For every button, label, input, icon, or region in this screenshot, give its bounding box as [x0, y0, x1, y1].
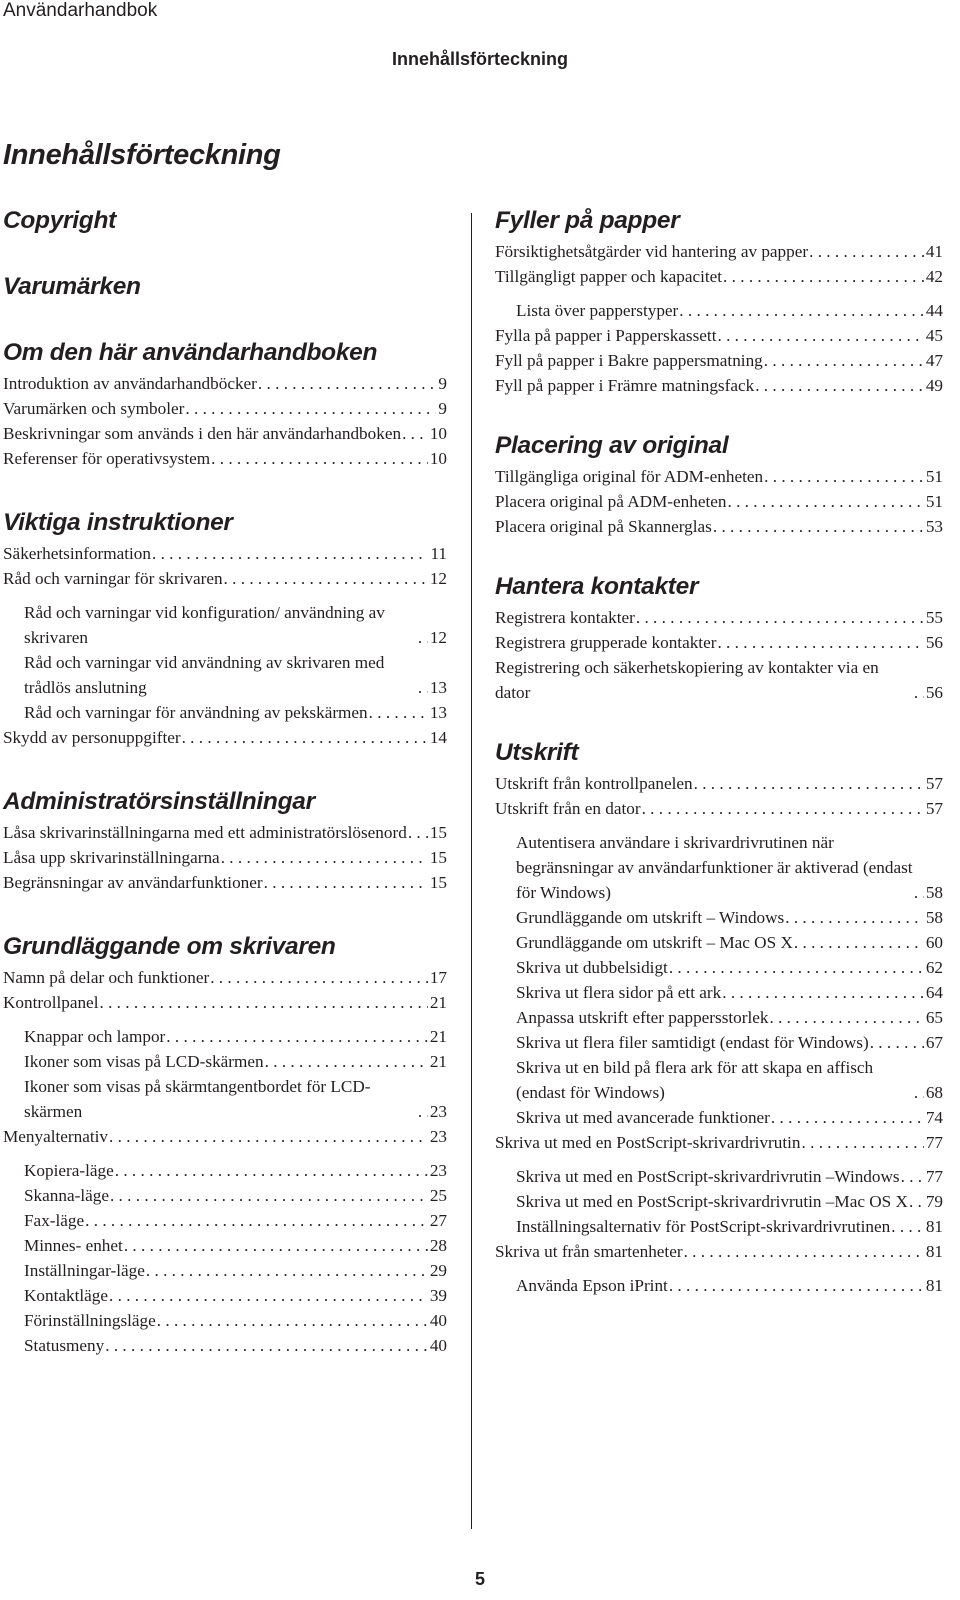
- chapter-heading[interactable]: Utskrift: [495, 739, 579, 766]
- toc-entry[interactable]: [3, 1124, 447, 1149]
- toc-subentry[interactable]: [495, 1005, 943, 1030]
- dot-leader: [146, 1258, 428, 1283]
- toc-entry[interactable]: [3, 421, 447, 446]
- dot-leader: [727, 489, 923, 514]
- dot-leader: [802, 1130, 924, 1155]
- toc-entry-title: Fyll på papper i Bakre pappersmatning: [495, 351, 763, 370]
- toc-entry-page: 12: [429, 569, 447, 588]
- column-divider: [471, 213, 472, 1529]
- dot-leader: [109, 1124, 428, 1149]
- toc-entry-title: Kontaktläge: [24, 1286, 108, 1305]
- toc-section-hantera-kontakter: [495, 573, 943, 705]
- toc-entry-page: 23: [429, 1161, 447, 1180]
- toc-entry-page: 77: [925, 1167, 943, 1186]
- toc-subentry[interactable]: [495, 298, 943, 323]
- toc-entry-page: 65: [925, 1008, 943, 1027]
- chapter-heading[interactable]: Varumärken: [3, 273, 141, 300]
- toc-entry-page: 44: [925, 301, 943, 320]
- dot-leader: [221, 845, 428, 870]
- toc-entry-title: Skriva ut från smartenheter: [495, 1242, 683, 1261]
- toc-entry-page: 27: [429, 1211, 447, 1230]
- chapter-heading[interactable]: Administratörsinställningar: [3, 788, 315, 815]
- dot-leader: [85, 1208, 428, 1233]
- dot-leader: [157, 1308, 428, 1333]
- toc-entry-title: Skriva ut med en PostScript-skrivardrivrutin: [495, 1133, 801, 1152]
- toc-entry[interactable]: [495, 373, 943, 398]
- chapter-heading[interactable]: Viktiga instruktioner: [3, 509, 233, 536]
- toc-entry[interactable]: [3, 371, 447, 396]
- toc-entry[interactable]: [3, 566, 447, 591]
- toc-section-placering-av-original: [495, 432, 943, 539]
- toc-entry-title: Tillgängligt papper och kapacitet: [495, 267, 723, 286]
- toc-entry[interactable]: [495, 655, 943, 705]
- toc-entry-page: 29: [429, 1261, 447, 1280]
- dot-leader: [185, 396, 436, 421]
- toc-entry-title: Skanna-läge: [24, 1186, 109, 1205]
- toc-subentry[interactable]: [495, 1164, 943, 1189]
- toc-entry-page: 21: [429, 993, 447, 1012]
- dot-leader: [109, 1283, 428, 1308]
- toc-entry-title: Utskrift från en dator: [495, 799, 641, 818]
- toc-entry[interactable]: [495, 796, 943, 821]
- toc-entry-title: Grundläggande om utskrift – Mac OS X: [516, 933, 793, 952]
- dot-leader: [669, 1273, 924, 1298]
- dot-leader: [679, 298, 924, 323]
- toc-entry-page: 62: [925, 958, 943, 977]
- toc-entry-page: 77: [925, 1133, 943, 1152]
- toc-entry-page: 12: [429, 628, 447, 647]
- toc-subentry[interactable]: [495, 955, 943, 980]
- toc-entry-page: 81: [925, 1276, 943, 1295]
- toc-entry-page: 45: [925, 326, 943, 345]
- dot-leader: [722, 980, 924, 1005]
- toc-entry-title: Placera original på Skannerglas: [495, 517, 712, 536]
- toc-entry-page: 9: [438, 374, 447, 393]
- dot-leader: [891, 1214, 924, 1239]
- toc-entry-title: Skriva ut flera sidor på ett ark: [516, 983, 722, 1002]
- toc-entry-title: Anpassa utskrift efter pappersstorlek: [516, 1008, 769, 1027]
- toc-subentry[interactable]: [495, 1055, 943, 1105]
- toc-entry[interactable]: [495, 1130, 943, 1155]
- toc-entry-title: Skriva ut dubbelsidigt: [516, 958, 668, 977]
- toc-entry[interactable]: [495, 514, 943, 539]
- dot-leader: [99, 990, 427, 1015]
- toc-entry[interactable]: [3, 820, 447, 845]
- toc-entry-title: Fylla på papper i Papperskassett: [495, 326, 717, 345]
- dot-leader: [166, 1024, 428, 1049]
- toc-entry-page: 55: [925, 608, 943, 627]
- toc-entry-page: 60: [925, 933, 943, 952]
- chapter-heading[interactable]: Copyright: [3, 207, 116, 234]
- toc-entry[interactable]: [3, 870, 447, 895]
- toc-entry[interactable]: [495, 771, 943, 796]
- toc-entry-title: Råd och varningar vid konfiguration/ användning av skrivaren: [24, 603, 385, 647]
- dot-leader: [901, 1164, 924, 1189]
- toc-right-column: [495, 207, 943, 1298]
- dot-leader: [210, 965, 428, 990]
- dot-leader: [124, 1233, 428, 1258]
- toc-entry-title: Skriva ut en bild på flera ark för att skapa en affisch (endast för Windows): [516, 1058, 874, 1102]
- toc-entry[interactable]: [495, 239, 943, 264]
- toc-entry-page: 28: [429, 1236, 447, 1255]
- dot-leader: [369, 700, 428, 725]
- dot-leader: [909, 1189, 924, 1214]
- toc-entry[interactable]: [3, 965, 447, 990]
- dot-leader: [636, 605, 924, 630]
- toc-entry-title: Referenser för operativsystem: [3, 449, 211, 468]
- toc-entry-page: 40: [429, 1336, 447, 1355]
- dot-leader: [755, 373, 924, 398]
- toc-entry-title: Använda Epson iPrint: [516, 1276, 668, 1295]
- toc-subentry[interactable]: [495, 1189, 943, 1214]
- toc-entry[interactable]: [3, 725, 447, 750]
- dot-leader: [914, 680, 924, 705]
- toc-entry-title: Skriva ut med en PostScript-skrivardrivrutin –Windows: [516, 1167, 900, 1186]
- toc-entry-page: 11: [430, 544, 447, 563]
- toc-entry-title: Inställningsalternativ för PostScript-skrivardrivrutinen: [516, 1217, 891, 1236]
- toc-subentry[interactable]: [495, 980, 943, 1005]
- toc-left-column: [3, 207, 447, 1358]
- toc-subentry[interactable]: [495, 1105, 943, 1130]
- toc-subentry[interactable]: [3, 700, 447, 725]
- toc-entry-title: Skriva ut med avancerade funktioner: [516, 1108, 770, 1127]
- toc-entry-title: Förinställningsläge: [24, 1311, 156, 1330]
- toc-entry[interactable]: [3, 990, 447, 1015]
- toc-entry-title: Grundläggande om utskrift – Windows: [516, 908, 785, 927]
- toc-entry-page: 41: [925, 242, 943, 261]
- toc-entry-title: Ikoner som visas på LCD-skärmen: [24, 1052, 264, 1071]
- page-number: 5: [474, 1569, 485, 1589]
- toc-entry-page: 13: [429, 703, 447, 722]
- toc-entry-page: 51: [925, 467, 943, 486]
- dot-leader: [684, 1239, 924, 1264]
- toc-entry[interactable]: [495, 464, 943, 489]
- toc-entry[interactable]: [3, 541, 447, 566]
- toc-entry-page: 57: [925, 774, 943, 793]
- chapter-heading[interactable]: Fyller på papper: [495, 207, 680, 234]
- toc-entry-page: 68: [925, 1083, 943, 1102]
- toc-entry[interactable]: [3, 845, 447, 870]
- dot-leader: [642, 796, 924, 821]
- dot-leader: [713, 514, 924, 539]
- toc-subentry[interactable]: [495, 930, 943, 955]
- toc-entry-page: 21: [429, 1027, 447, 1046]
- toc-subentry[interactable]: [3, 1208, 447, 1233]
- toc-subentry[interactable]: [3, 1074, 447, 1124]
- toc-section-copyright: [3, 207, 447, 235]
- toc-entry-title: Inställningar-läge: [24, 1261, 145, 1280]
- dot-leader: [694, 771, 924, 796]
- toc-subentry[interactable]: [495, 1273, 943, 1298]
- toc-entry-page: 21: [429, 1052, 447, 1071]
- toc-entry-page: 49: [925, 376, 943, 395]
- toc-entry-title: Begränsningar av användarfunktioner: [3, 873, 263, 892]
- toc-entry-page: 17: [429, 968, 447, 987]
- toc-entry-page: 47: [925, 351, 943, 370]
- dot-leader: [265, 1049, 428, 1074]
- dot-leader: [211, 446, 428, 471]
- dot-leader: [870, 1030, 924, 1055]
- toc-entry-title: Registrera grupperade kontakter: [495, 633, 717, 652]
- dot-leader: [717, 630, 923, 655]
- toc-entry-title: Placera original på ADM-enheten: [495, 492, 727, 511]
- toc-entry[interactable]: [3, 396, 447, 421]
- toc-entry-page: 79: [925, 1192, 943, 1211]
- toc-entry-page: 57: [925, 799, 943, 818]
- toc-section-administratorsinstallningar: [3, 788, 447, 895]
- toc-entry-title: Kopiera-läge: [24, 1161, 114, 1180]
- toc-subentry[interactable]: [3, 1158, 447, 1183]
- toc-entry-title: Varumärken och symboler: [3, 399, 185, 418]
- toc-entry-title: Försiktighetsåtgärder vid hantering av papper: [495, 242, 809, 261]
- toc-entry-page: 56: [925, 683, 943, 702]
- toc-entry[interactable]: [495, 1239, 943, 1264]
- toc-entry-title: Låsa upp skrivarinställningarna: [3, 848, 220, 867]
- toc-entry-title: Ikoner som visas på skärmtangentbordet för LCD-skärmen: [24, 1077, 371, 1121]
- dot-leader: [264, 870, 428, 895]
- toc-entry-page: 58: [925, 883, 943, 902]
- toc-entry-page: 81: [925, 1217, 943, 1236]
- toc-subentry[interactable]: [3, 1333, 447, 1358]
- toc-entry[interactable]: [495, 348, 943, 373]
- toc-entry[interactable]: [3, 446, 447, 471]
- chapter-heading[interactable]: Om den här användarhandboken: [3, 339, 378, 366]
- toc-entry-title: Fax-läge: [24, 1211, 85, 1230]
- dot-leader: [771, 1105, 924, 1130]
- toc-subentry[interactable]: [3, 1258, 447, 1283]
- toc-subentry[interactable]: [3, 1308, 447, 1333]
- toc-subentry[interactable]: [495, 830, 943, 905]
- toc-entry-title: Knappar och lampor: [24, 1027, 166, 1046]
- dot-leader: [809, 239, 924, 264]
- toc-entry-page: 81: [925, 1242, 943, 1261]
- toc-entry-page: 40: [429, 1311, 447, 1330]
- toc-entry-page: 10: [429, 424, 447, 443]
- toc-entry-page: 74: [925, 1108, 943, 1127]
- dot-leader: [723, 264, 924, 289]
- chapter-heading[interactable]: Hantera kontakter: [495, 573, 699, 600]
- chapter-heading[interactable]: Placering av original: [495, 432, 729, 459]
- toc-entry-title: Registrering och säkerhetskopiering av kontakter via en dator: [495, 658, 879, 702]
- dot-leader: [717, 323, 923, 348]
- toc-entry-page: 23: [429, 1102, 447, 1121]
- toc-entry-title: Tillgängliga original för ADM-enheten: [495, 467, 764, 486]
- toc-entry-page: 10: [429, 449, 447, 468]
- toc-entry-page: 23: [429, 1127, 447, 1146]
- dot-leader: [914, 1080, 924, 1105]
- toc-section-viktiga-instruktioner: [3, 509, 447, 750]
- toc-entry-title: Lista över papperstyper: [516, 301, 679, 320]
- toc-entry-title: Beskrivningar som används i den här användarhandboken: [3, 424, 402, 443]
- toc-entry-page: 13: [429, 678, 447, 697]
- toc-entry-title: Råd och varningar för användning av pekskärmen: [24, 703, 368, 722]
- toc-section-utskrift: [495, 739, 943, 1298]
- section-header: Innehållsförteckning: [391, 49, 569, 69]
- toc-subentry[interactable]: [3, 1049, 447, 1074]
- toc-subentry[interactable]: [3, 600, 447, 650]
- toc-entry-page: 14: [429, 728, 447, 747]
- toc-entry-page: 15: [429, 848, 447, 867]
- toc-entry-page: 39: [429, 1286, 447, 1305]
- toc-entry-page: 9: [438, 399, 447, 418]
- toc-entry-page: 64: [925, 983, 943, 1002]
- toc-subentry[interactable]: [495, 1214, 943, 1239]
- dot-leader: [418, 1099, 428, 1124]
- dot-leader: [182, 725, 428, 750]
- toc-entry-page: 53: [925, 517, 943, 536]
- toc-entry[interactable]: [495, 323, 943, 348]
- toc-entry[interactable]: [495, 630, 943, 655]
- toc-entry-page: 15: [429, 823, 447, 842]
- dot-leader: [764, 464, 924, 489]
- toc-section-fyller-pa-papper: [495, 207, 943, 398]
- toc-entry-page: 42: [925, 267, 943, 286]
- toc-entry-title: Introduktion av användarhandböcker: [3, 374, 257, 393]
- toc-entry-title: Namn på delar och funktioner: [3, 968, 210, 987]
- toc-section-varumarken: [3, 273, 447, 301]
- dot-leader: [418, 625, 428, 650]
- toc-entry-title: Statusmeny: [24, 1336, 105, 1355]
- toc-entry[interactable]: [495, 489, 943, 514]
- dot-leader: [418, 675, 428, 700]
- dot-leader: [914, 880, 924, 905]
- dot-leader: [764, 348, 924, 373]
- toc-entry-page: 67: [925, 1033, 943, 1052]
- toc-entry-title: Utskrift från kontrollpanelen: [495, 774, 693, 793]
- dot-leader: [408, 820, 428, 845]
- toc-entry-page: 56: [925, 633, 943, 652]
- dot-leader: [224, 566, 428, 591]
- toc-entry-title: Råd och varningar för skrivaren: [3, 569, 223, 588]
- toc-entry[interactable]: [495, 264, 943, 289]
- toc-entry-page: 51: [925, 492, 943, 511]
- toc-entry-title: Låsa skrivarinställningarna med ett administratörslösenord: [3, 823, 407, 842]
- toc-entry-title: Minnes- enhet: [24, 1236, 123, 1255]
- toc-entry-title: Skriva ut med en PostScript-skrivardrivrutin –Mac OS X: [516, 1192, 908, 1211]
- dot-leader: [258, 371, 437, 396]
- chapter-heading[interactable]: Grundläggande om skrivaren: [3, 933, 336, 960]
- dot-leader: [115, 1158, 428, 1183]
- dot-leader: [794, 930, 924, 955]
- toc-subentry[interactable]: [3, 1024, 447, 1049]
- toc-subentry[interactable]: [3, 1183, 447, 1208]
- dot-leader: [785, 905, 924, 930]
- dot-leader: [402, 421, 428, 446]
- toc-subentry[interactable]: [495, 905, 943, 930]
- toc-entry-title: Menyalternativ: [3, 1127, 108, 1146]
- toc-entry-title: Autentisera användare i skrivardrivrutinen när begränsningar av användarfunktioner är aktiverad (endast för Windows): [516, 833, 913, 902]
- toc-entry-title: Kontrollpanel: [3, 993, 99, 1012]
- toc-subentry[interactable]: [3, 650, 447, 700]
- dot-leader: [105, 1333, 428, 1358]
- dot-leader: [669, 955, 924, 980]
- dot-leader: [110, 1183, 428, 1208]
- toc-section-om-den-har-anvandarhandboken: [3, 339, 447, 471]
- toc-entry[interactable]: [495, 605, 943, 630]
- running-head: Användarhandbok: [3, 0, 158, 21]
- toc-subentry[interactable]: [3, 1283, 447, 1308]
- toc-entry-title: Skydd av personuppgifter: [3, 728, 181, 747]
- toc-entry-page: 58: [925, 908, 943, 927]
- toc-entry-title: Säkerhetsinformation: [3, 544, 151, 563]
- page-title: Innehållsförteckning: [3, 139, 281, 171]
- dot-leader: [769, 1005, 923, 1030]
- toc-entry-title: Fyll på papper i Främre matningsfack: [495, 376, 755, 395]
- toc-subentry[interactable]: [3, 1233, 447, 1258]
- toc-entry-title: Registrera kontakter: [495, 608, 635, 627]
- toc-entry-title: Skriva ut flera filer samtidigt (endast för Windows): [516, 1033, 869, 1052]
- toc-entry-title: Råd och varningar vid användning av skrivaren med trådlös anslutning: [24, 653, 385, 697]
- toc-subentry[interactable]: [495, 1030, 943, 1055]
- toc-section-grundlaggande-om-skrivaren: [3, 933, 447, 1358]
- dot-leader: [152, 541, 428, 566]
- toc-entry-page: 15: [429, 873, 447, 892]
- toc-entry-page: 25: [429, 1186, 447, 1205]
